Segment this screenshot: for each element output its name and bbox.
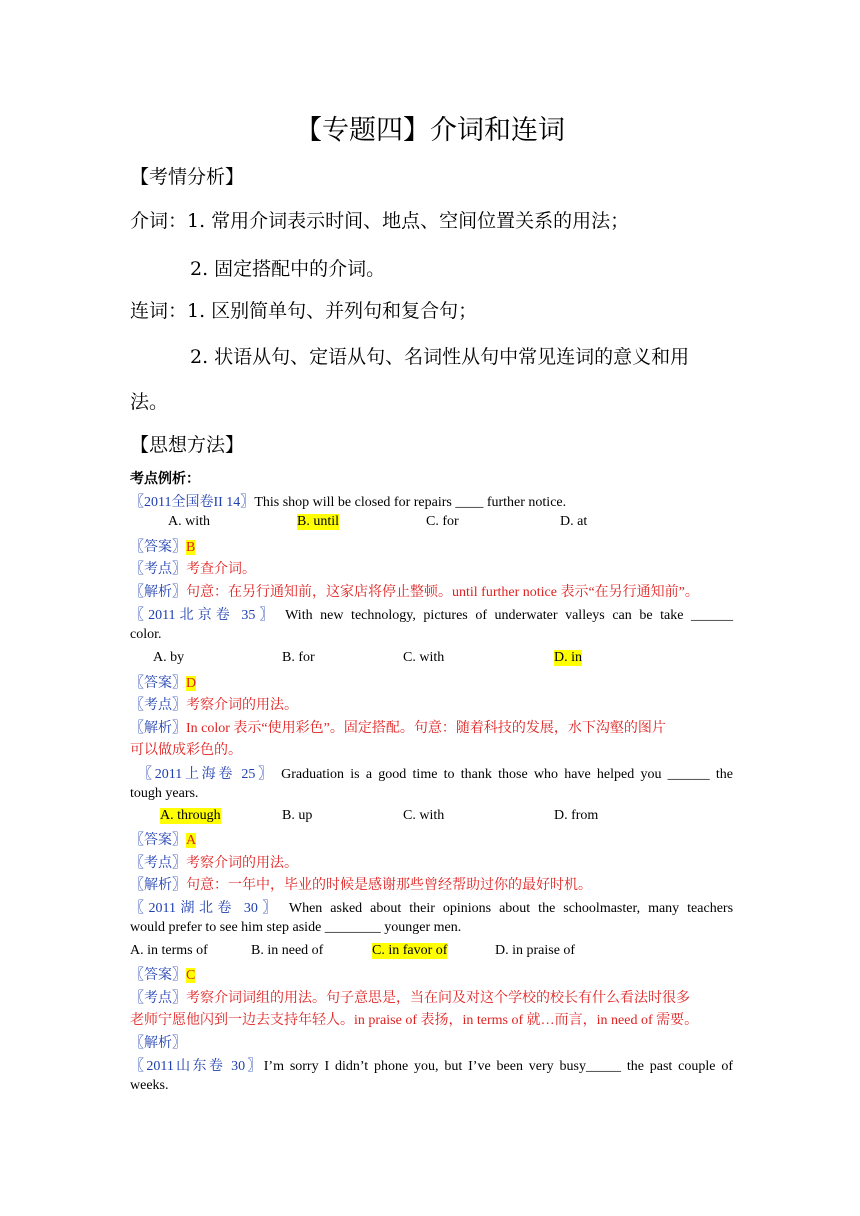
q4-stem-line-1 — [130, 897, 733, 917]
q4-option-a: A. in terms of — [130, 943, 208, 958]
q3-option-a: A. through — [160, 808, 221, 823]
q2-option-a: A. by — [153, 650, 185, 665]
q2-point-text: 考察介词的用法。 — [186, 698, 298, 713]
conj-line-1 — [130, 296, 477, 323]
conj-point-2-cont: 法。 — [130, 391, 169, 413]
q2-answer-value: D — [186, 676, 197, 691]
q3-answer-label: 〖答案〗 — [130, 833, 186, 848]
q1-analysis-label: 〖解析〗 — [130, 585, 186, 600]
q3-stem-line-1 — [138, 763, 733, 783]
q2-stem-line-1 — [130, 604, 733, 624]
prep-point-2: 2. 固定搭配中的介词。 — [190, 258, 386, 280]
page-title: 【专题四】介词和连词 — [295, 115, 565, 146]
q1-text: This shop will be closed for repairs ____ further notice. — [254, 495, 567, 510]
q3-point-label: 〖考点〗 — [130, 856, 186, 871]
q3-answer-value: A — [186, 833, 197, 848]
q2-option-b: B. for — [282, 650, 315, 665]
q2-option-c: C. with — [403, 650, 445, 665]
method-heading: 【思想方法】 — [130, 434, 245, 456]
q1-stem — [130, 491, 566, 511]
q3-answer — [130, 829, 196, 849]
q2-point-label: 〖考点〗 — [130, 698, 186, 713]
q1-option-c: C. for — [426, 514, 459, 529]
q3-option-d: D. from — [554, 808, 599, 823]
q4-option-c: C. in favor of — [372, 943, 448, 958]
q4-point-label: 〖考点〗 — [130, 991, 186, 1006]
q3-stem-line-2: tough years. — [130, 786, 199, 801]
q3-text: Graduation is a good time to thank those who have helped you ______ the — [281, 767, 734, 782]
conj-point-1: 1. 区别简单句、并列句和复合句； — [187, 300, 478, 322]
q2-point — [130, 694, 298, 714]
q4-point — [130, 987, 690, 1007]
q3-analysis-label: 〖解析〗 — [130, 878, 186, 893]
q1-analysis — [130, 581, 699, 601]
q4-answer-value: C — [186, 968, 196, 983]
q1-option-d: D. at — [560, 514, 588, 529]
q2-analysis-cont: 可以做成彩色的。 — [130, 743, 242, 758]
q2-analysis — [130, 717, 666, 737]
q4-option-b: B. in need of — [251, 943, 324, 958]
q3-analysis-text: 句意：一年中，毕业的时候是感谢那些曾经帮助过你的最好时机。 — [186, 878, 592, 893]
q2-text: With new technology, pictures of underwater valleys can be take ______ — [285, 608, 734, 623]
q5-stem-line-2: weeks. — [130, 1078, 169, 1093]
q3-point — [130, 852, 298, 872]
q4-answer — [130, 964, 195, 984]
q4-analysis-label: 〖解析〗 — [130, 1036, 186, 1051]
q1-answer-label: 〖答案〗 — [130, 540, 186, 555]
q1-answer — [130, 536, 195, 556]
q4-option-d: D. in praise of — [495, 943, 576, 958]
q4-point-cont: 老师宁愿他闪到一边去支持年轻人。in praise of 表扬，in terms of 就…而言，in need of 需要。 — [130, 1013, 699, 1028]
q2-answer — [130, 672, 196, 692]
q1-option-b: B. until — [297, 514, 340, 529]
q2-analysis-label: 〖解析〗 — [130, 721, 186, 736]
conj-point-2: 2. 状语从句、定语从句、名词性从句中常见连词的意义和用 — [190, 346, 690, 368]
q1-answer-value: B — [186, 540, 196, 555]
q1-source: 〖2011全国卷II 14〗 — [130, 495, 255, 510]
prep-label: 介词： — [130, 210, 188, 232]
q2-analysis-text: In color 表示“使用彩色”。固定搭配。句意：随着科技的发展，水下沟壑的图片 — [186, 721, 666, 736]
q4-stem-line-2: would prefer to see him step aside ________ younger men. — [130, 920, 462, 935]
prep-line-1 — [130, 206, 629, 233]
examples-label: 考点例析： — [130, 472, 200, 487]
analysis-heading: 【考情分析】 — [130, 166, 245, 188]
q1-option-a: A. with — [168, 514, 210, 529]
q1-analysis-text: 句意：在另行通知前，这家店将停止整顿。until further notice 表示“在另行通知前”。 — [186, 585, 699, 600]
q3-analysis — [130, 874, 592, 894]
q4-answer-label: 〖答案〗 — [130, 968, 186, 983]
q3-point-text: 考察介词的用法。 — [186, 856, 298, 871]
q2-source: 〖2011北京卷 35〗 — [130, 608, 278, 623]
q3-source: 〖2011上海卷 25〗 — [138, 767, 275, 782]
q3-option-c: C. with — [403, 808, 445, 823]
q5-stem-line-1 — [130, 1055, 733, 1075]
q2-stem-line-2: color. — [130, 627, 162, 642]
q3-option-b: B. up — [282, 808, 313, 823]
q2-answer-label: 〖答案〗 — [130, 676, 186, 691]
q4-source: 〖2011湖北卷 30〗 — [130, 901, 281, 916]
q5-text: I’m sorry I didn’t phone you, but I’ve been very busy_____ the past couple of — [263, 1059, 733, 1074]
conj-label: 连词： — [130, 300, 188, 322]
q4-text: When asked about their opinions about the schoolmaster, many teachers — [288, 901, 734, 916]
prep-point-1: 1. 常用介词表示时间、地点、空间位置关系的用法； — [187, 210, 630, 232]
q1-point — [130, 558, 256, 578]
q4-point-text: 考察介词词组的用法。句子意思是，当在问及对这个学校的校长有什么看法时很多 — [186, 991, 690, 1006]
q5-source: 〖2011山东卷 30〗 — [130, 1059, 264, 1074]
q1-point-label: 〖考点〗 — [130, 562, 186, 577]
q1-point-text: 考查介词。 — [186, 562, 256, 577]
q2-option-d: D. in — [554, 650, 582, 665]
